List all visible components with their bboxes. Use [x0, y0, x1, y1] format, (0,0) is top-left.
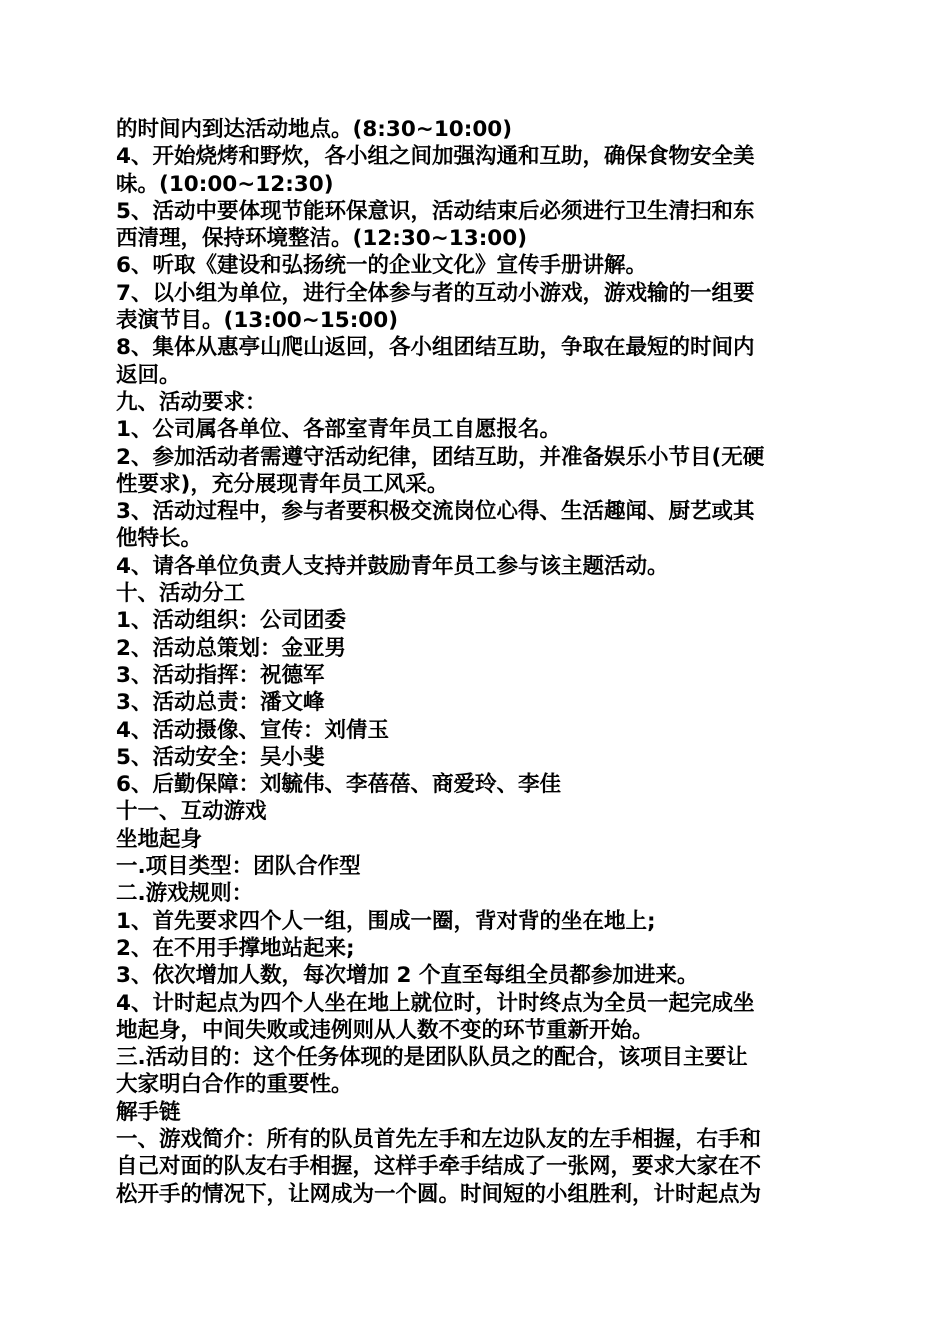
text-line: 一、游戏简介：所有的队员首先左手和左边队友的左手相握，右手和: [116, 1126, 762, 1152]
text-line: 味。(10:00~12:30): [116, 171, 334, 197]
text-line: 性要求)，充分展现青年员工风采。: [116, 471, 449, 497]
text-line: 8、集体从惠亭山爬山返回，各小组团结互助，争取在最短的时间内: [116, 335, 755, 361]
game-title: 解手链: [116, 1099, 181, 1125]
section-heading: 十一、互动游戏: [116, 799, 267, 825]
text-line: 4、活动摄像、宣传：刘倩玉: [116, 717, 389, 743]
text-line: 4、计时起点为四个人坐在地上就位时，计时终点为全员一起完成坐: [116, 990, 755, 1016]
text-line: 3、活动过程中，参与者要积极交流岗位心得、生活趣闻、厨艺或其: [116, 499, 755, 525]
text-line: 二.游戏规则：: [116, 881, 254, 907]
text-line: 地起身，中间失败或违例则从人数不变的环节重新开始。: [116, 1017, 654, 1043]
game-title: 坐地起身: [116, 826, 203, 852]
text-line: 他特长。: [116, 526, 203, 552]
text-line: 三.活动目的：这个任务体现的是团队队员之的配合，该项目主要让: [116, 1045, 748, 1071]
text-line: 3、依次增加人数，每次增加 2 个直至每组全员都参加进来。: [116, 963, 699, 989]
text-line: 5、活动中要体现节能环保意识，活动结束后必须进行卫生清扫和东: [116, 198, 755, 224]
text-line: 2、在不用手撑地站起来;: [116, 935, 355, 961]
text-line: 4、请各单位负责人支持并鼓励青年员工参与该主题活动。: [116, 553, 669, 579]
text-line: 2、活动总策划：金亚男: [116, 635, 346, 661]
document-page: [116, 116, 836, 1208]
text-line: 表演节目。(13:00~15:00): [116, 308, 399, 334]
text-line: 6、听取《建设和弘扬统一的企业文化》宣传手册讲解。: [116, 253, 647, 279]
text-line: 松开手的情况下，让网成为一个圆。时间短的小组胜利，计时起点为: [116, 1181, 762, 1207]
text-line: 1、活动组织：公司团委: [116, 608, 346, 634]
text-line: 的时间内到达活动地点。(8:30~10:00): [116, 117, 513, 142]
section-heading: 九、活动要求：: [116, 389, 267, 415]
text-line: 6、后勤保障：刘毓伟、李蓓蓓、商爱玲、李佳: [116, 772, 561, 798]
text-line: 一.项目类型：团队合作型: [116, 854, 361, 880]
text-line: 2、参加活动者需遵守活动纪律，团结互助，并准备娱乐小节目(无硬: [116, 444, 765, 470]
text-line: 返回。: [116, 362, 181, 388]
text-line: 5、活动安全：吴小斐: [116, 744, 325, 770]
text-line: 大家明白合作的重要性。: [116, 1072, 353, 1098]
text-line: 4、开始烧烤和野炊，各小组之间加强沟通和互助，确保食物安全美: [116, 144, 755, 170]
text-line: 自己对面的队友右手相握，这样手牵手结成了一张网，要求大家在不: [116, 1154, 762, 1180]
text-line: 1、首先要求四个人一组，围成一圈，背对背的坐在地上;: [116, 908, 656, 934]
text-line: 1、公司属各单位、各部室青年员工自愿报名。: [116, 417, 561, 443]
text-line: 3、活动指挥：祝德军: [116, 662, 325, 688]
text-line: 7、以小组为单位，进行全体参与者的互动小游戏，游戏输的一组要: [116, 280, 755, 306]
text-line: 西清理，保持环境整洁。(12:30~13:00): [116, 226, 528, 252]
section-heading: 十、活动分工: [116, 581, 246, 607]
text-line: 3、活动总责：潘文峰: [116, 690, 325, 716]
